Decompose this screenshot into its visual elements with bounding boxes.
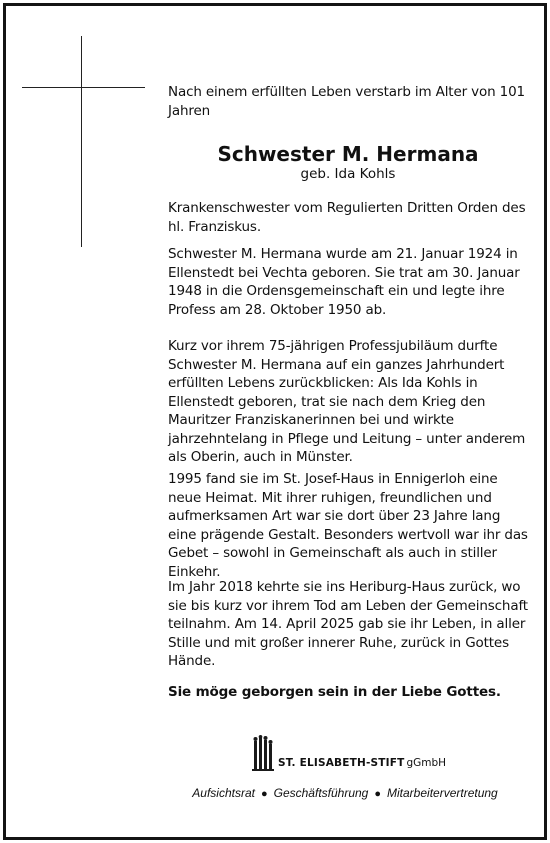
intro-text: Nach einem erfüllten Leben verstarb im Alter von 101 Jahren: [168, 84, 525, 119]
paragraph-jubilee: Kurz vor ihrem 75-jährigen Professjubiläum durfte Schwester M. Hermana auf ein ganzes Jahrhundert erfüllten Lebens zurückblicken: Als Ida Kohls in Ellenstedt geboren, trat sie nach dem Krieg den Mauritzer Franziskanerinnen bei und wirkte jahrzehntelang in Pflege und Leitung – unter anderem als Oberin, auch in Münster.: [168, 338, 526, 465]
paragraph-biography: Schwester M. Hermana wurde am 21. Januar 1924 in Ellenstedt bei Vechta geboren. Sie trat am 30. Januar 1948 in die Ordensgemeinschaft ein und legte ihre Profess am 28. Oktober 1950 ab.: [168, 246, 520, 318]
bullet-icon: ●: [260, 788, 268, 800]
organization-name: ST. ELISABETH-STIFT: [278, 757, 405, 769]
signatory-supervisory-board: Aufsichtsrat: [192, 786, 255, 800]
paragraph-final-years: Im Jahr 2018 kehrte sie ins Heriburg-Haus zurück, wo sie bis kurz vor ihrem Tod am Leben der Gemeinschaft teilnahm. Am 14. April 2025 gab sie ihr Leben, in aller Stille und mit großer innerer Ruhe, zurück in Gottes Hände.: [168, 579, 528, 669]
cross-icon-horizontal: [22, 87, 145, 88]
signatory-staff-council: Mitarbeitervertretung: [387, 786, 498, 800]
figures-logo-icon: [252, 735, 274, 771]
deceased-name: Schwester M. Hermana: [217, 142, 479, 166]
signatories: [165, 785, 525, 802]
bullet-icon: ●: [374, 788, 382, 800]
signatory-management: Geschäftsführung: [273, 786, 369, 800]
closing-line: Sie möge geborgen sein in der Liebe Gottes.: [168, 684, 501, 700]
cross-icon-vertical: [81, 36, 82, 247]
paragraph-order: Krankenschwester vom Regulierten Dritten Orden des hl. Franziskus.: [168, 200, 526, 235]
birth-name: geb. Ida Kohls: [300, 166, 396, 182]
organization-suffix: gGmbH: [406, 757, 447, 769]
paragraph-ennigerloh: 1995 fand sie im St. Josef-Haus in Ennigerloh eine neue Heimat. Mit ihrer ruhigen, freundlichen und aufmerksamen Art war sie dort über 23 Jahre lang eine prägende Gestalt. Besonders wertvoll war ihr das Gebet – sowohl in Gemeinschaft als auch in stiller Einkehr.: [168, 471, 528, 580]
organization-logo: [252, 733, 446, 771]
